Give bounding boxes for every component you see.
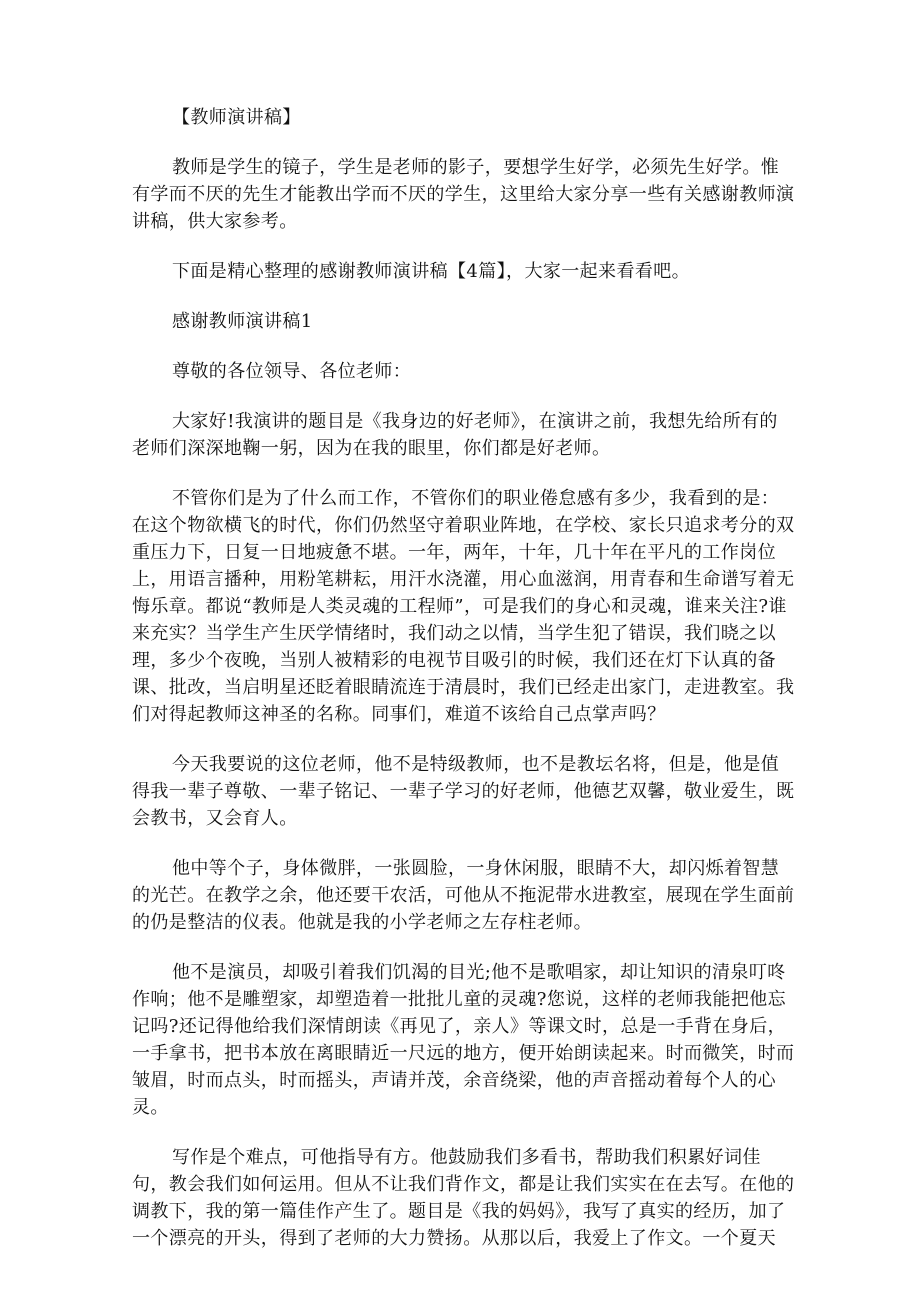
paragraph-summary: 下面是精心整理的感谢教师演讲稿【4篇】，大家一起来看看吧。	[172, 261, 691, 282]
salutation: 尊敬的各位领导、各位老师：	[172, 361, 412, 382]
paragraph-opening: 大家好!我演讲的题目是《我身边的好老师》，在演讲之前，我想先给所有的老师们深深地鞠一躬，因为在我的眼里，你们都是好老师。	[132, 411, 778, 459]
speech-title: 感谢教师演讲稿1	[172, 311, 313, 332]
paragraph-writing-guidance: 写作是个难点，可他指导有方。他鼓励我们多看书，帮助我们积累好词佳句，教会我们如何运用。但从不让我们背作文，都是让我们实实在在去写。在他的调教下，我的第一篇佳作产生了。题目是《我的妈妈》，我写了真实的经历，加了一个漂亮的开头，得到了老师的大力赞扬。从那以后，我爱上了作文。一个夏天	[132, 1147, 795, 1249]
paragraph-teacher-reading: 他不是演员，却吸引着我们饥渴的目光;他不是歌唱家，却让知识的清泉叮咚作响；他不是雕塑家，却塑造着一批批儿童的灵魂?您说，这样的老师我能把他忘记吗?还记得他给我们深情朗读《再见了，亲人》等课文时，总是一手背在身后，一手拿书，把书本放在离眼睛近一尺远的地方，便开始朗读起来。时而微笑，时而皱眉，时而点头，时而摇头，声请并茂，余音绕梁，他的声音摇动着每个人的心灵。	[132, 962, 795, 1118]
paragraph-teacher-intro: 今天我要说的这位老师，他不是特级教师，也不是教坛名将，但是，他是值得我一辈子尊敬、一辈子铭记、一辈子学习的好老师，他德艺双馨，敬业爱生，既会教书，又会育人。	[132, 754, 795, 829]
paragraph-teacher-work: 不管你们是为了什么而工作，不管你们的职业倦怠感有多少，我看到的是：在这个物欲横飞的时代，你们仍然坚守着职业阵地，在学校、家长只追求考分的双重压力下，日复一日地疲惫不堪。一年，两年，十年，几十年在平凡的工作岗位上，用语言播种，用粉笔耕耘，用汗水浇灌，用心血滋润，用青春和生命谱写着无悔乐章。都说“教师是人类灵魂的工程师”，可是我们的身心和灵魂，谁来关注?谁来充实？当学生产生厌学情绪时，我们动之以情，当学生犯了错误，我们晓之以理，多少个夜晚，当别人被精彩的电视节目吸引的时候，我们还在灯下认真的备课、批改，当启明星还眨着眼睛流连于清晨时，我们已经走出家门，走进教室。我们对得起教师这神圣的名称。同事们，难道不该给自己点掌声吗？	[132, 488, 795, 725]
paragraph-intro: 教师是学生的镜子，学生是老师的影子，要想学生好学，必须先生好学。惟有学而不厌的先生才能教出学而不厌的学生，这里给大家分享一些有关感谢教师演讲稿，供大家参考。	[132, 157, 795, 232]
document-title: 【教师演讲稿】	[172, 107, 301, 128]
document-body	[132, 104, 796, 1252]
paragraph-teacher-appearance: 他中等个子，身体微胖，一张圆脸，一身休闲服，眼睛不大，却闪烁着智慧的光芒。在教学之余，他还要干农活，可他从不拖泥带水进教室，展现在学生面前的仍是整洁的仪表。他就是我的小学老师之左存柱老师。	[132, 858, 795, 933]
